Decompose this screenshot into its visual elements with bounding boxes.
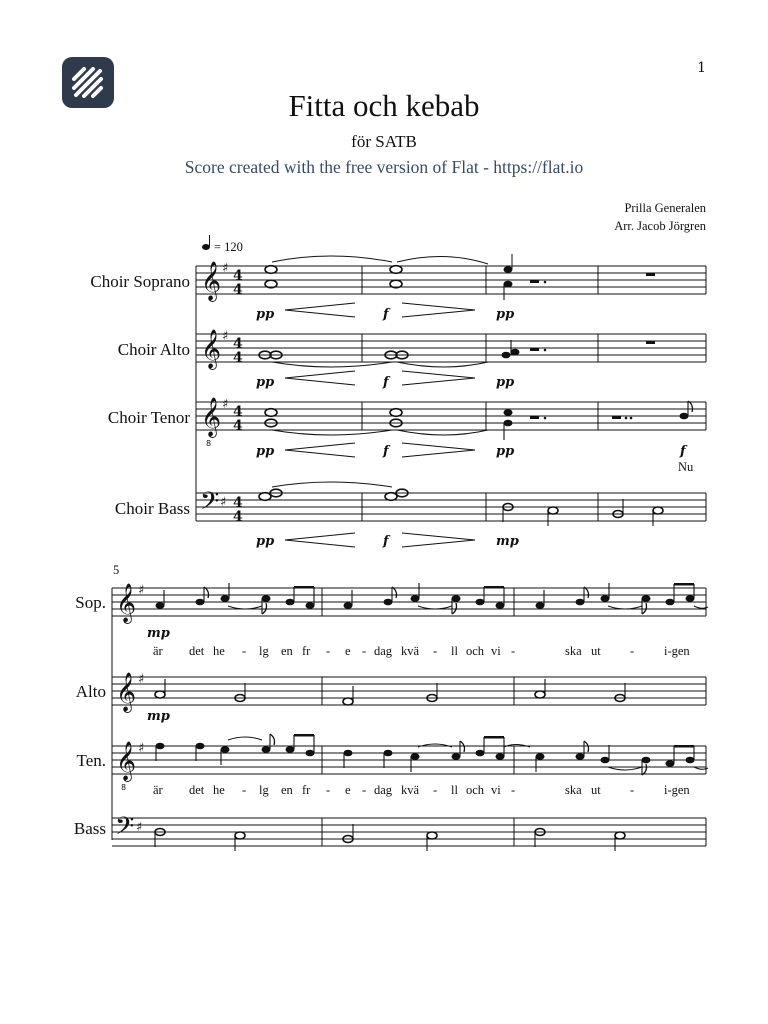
part-name-tenor-short: Ten.: [76, 751, 106, 770]
svg-text:4: 4: [233, 282, 243, 298]
svg-text:4: 4: [233, 418, 243, 434]
time-signatures-system-1: [233, 268, 243, 525]
dynamic-marking: f: [383, 375, 389, 390]
lyric-syllable: -: [630, 644, 635, 658]
dynamic-marking: pp: [496, 375, 515, 390]
svg-text:♯: ♯: [222, 261, 229, 276]
lyric-syllable: är: [153, 783, 163, 797]
lyric-syllable: ll: [451, 644, 458, 658]
svg-text:4: 4: [233, 268, 243, 284]
svg-text:8: 8: [206, 439, 212, 448]
lyric-syllable: he: [213, 644, 225, 658]
lyric-syllable: -: [242, 644, 247, 658]
svg-text:♯: ♯: [138, 741, 145, 756]
treble-clef-icon: 𝄞: [201, 261, 222, 301]
alto-notes-1: [259, 340, 655, 367]
svg-text:4: 4: [233, 509, 243, 525]
treble-clef-icon: 𝄞: [116, 672, 137, 712]
lyric-syllable: fr: [302, 644, 311, 658]
svg-text:♯: ♯: [136, 820, 143, 835]
lyrics-tenor: [153, 783, 690, 797]
clefs-system-2: [115, 583, 136, 847]
lyric-syllable: -: [362, 783, 367, 797]
treble-clef-icon: 𝄞: [116, 583, 137, 623]
lyric-syllable: -: [326, 644, 331, 658]
svg-text:♯: ♯: [138, 583, 145, 598]
svg-text:4: 4: [233, 404, 243, 420]
staff-bass-1: [196, 493, 706, 521]
lyric-syllable: he: [213, 783, 225, 797]
lyric-syllable: -: [433, 644, 438, 658]
svg-text:8: 8: [121, 783, 127, 792]
lyric-syllable: kvä: [401, 644, 420, 658]
tempo-mark: [202, 235, 243, 254]
svg-text:4: 4: [233, 495, 243, 511]
lyric-syllable: ska: [565, 644, 582, 658]
lyric-syllable: i-gen: [664, 783, 690, 797]
composer: Prilla Generalen: [624, 201, 706, 215]
lyric-syllable: vi: [491, 644, 501, 658]
bass-clef-icon: 𝄢: [200, 487, 220, 522]
lyric-syllable: -: [242, 783, 247, 797]
barlines-system-2: [322, 588, 706, 846]
dynamic-marking: mp: [496, 534, 519, 549]
lyric-syllable: i-gen: [664, 644, 690, 658]
tempo-text: = 120: [214, 240, 243, 254]
svg-text:♯: ♯: [222, 397, 229, 412]
dynamic-marking: pp: [256, 307, 275, 322]
measure-number: 5: [113, 563, 120, 577]
svg-text:♯: ♯: [222, 329, 229, 344]
lyric-syllable: lg: [259, 644, 269, 658]
dynamic-marking: pp: [496, 307, 515, 322]
svg-text:4: 4: [233, 350, 243, 366]
part-name-bass-short: Bass: [73, 819, 106, 838]
part-name-tenor: Choir Tenor: [107, 408, 190, 427]
lyric-syllable: det: [189, 644, 205, 658]
part-name-bass: Choir Bass: [114, 499, 190, 518]
treble-clef-8vb-icon: 𝄞: [201, 397, 222, 437]
key-signatures-system-2: [136, 583, 144, 835]
bass-notes-1: [259, 482, 663, 526]
page-number: 1: [697, 60, 706, 76]
lyric-syllable: ska: [565, 783, 582, 797]
lyric-syllable: lg: [259, 783, 269, 797]
lyric-syllable: en: [281, 644, 293, 658]
lyric-syllable: Nu: [678, 460, 694, 474]
dynamic-marking: f: [680, 444, 686, 459]
lyric-syllable: ut: [591, 783, 601, 797]
score-title: Fitta och kebab: [288, 88, 480, 123]
part-name-alto: Choir Alto: [117, 340, 190, 359]
dynamic-marking: pp: [496, 444, 515, 459]
flat-credit-link[interactable]: Score created with the free version of Flat - https://flat.io: [184, 157, 584, 177]
part-name-soprano-short: Sop.: [75, 593, 106, 612]
lyric-syllable: -: [630, 783, 635, 797]
hairpins-system-1: [285, 303, 475, 547]
lyric-syllable: e: [345, 644, 351, 658]
lyric-syllable: och: [466, 783, 485, 797]
bass-clef-icon: 𝄢: [115, 812, 135, 847]
svg-text:♯: ♯: [220, 495, 227, 510]
score-subtitle: för SATB: [351, 132, 417, 151]
treble-clef-8vb-icon: 𝄞: [116, 741, 137, 781]
lyric-syllable: -: [326, 783, 331, 797]
dynamic-marking: mp: [147, 709, 170, 724]
lyric-syllable: dag: [374, 783, 393, 797]
key-signatures-system-1: [220, 261, 228, 510]
lyric-syllable: fr: [302, 783, 311, 797]
clefs-system-1: [200, 261, 221, 522]
bass-notes-2: [155, 824, 625, 851]
lyric-syllable: ll: [451, 783, 458, 797]
lyric-syllable: e: [345, 783, 351, 797]
dynamic-marking: pp: [256, 444, 275, 459]
dynamic-marking: f: [383, 534, 389, 549]
lyric-syllable: det: [189, 783, 205, 797]
tenor-notes-1: [265, 401, 693, 440]
lyric-syllable: -: [511, 783, 516, 797]
arranger: Arr. Jacob Jörgren: [614, 219, 706, 233]
lyric-syllable: och: [466, 644, 485, 658]
dynamic-marking: f: [383, 307, 389, 322]
lyric-syllable: -: [511, 644, 516, 658]
lyric-syllable: -: [362, 644, 367, 658]
lyric-syllable: -: [433, 783, 438, 797]
lyric-syllable: kvä: [401, 783, 420, 797]
treble-clef-icon: 𝄞: [201, 329, 222, 369]
part-name-alto-short: Alto: [75, 682, 106, 701]
tenor-notes-2: [156, 734, 709, 775]
lyric-syllable: vi: [491, 783, 501, 797]
dynamic-marking: mp: [147, 626, 170, 641]
lyric-syllable: dag: [374, 644, 393, 658]
dynamic-marking: pp: [256, 375, 275, 390]
dynamic-marking: f: [383, 444, 389, 459]
svg-text:♯: ♯: [138, 672, 145, 687]
lyric-syllable: en: [281, 783, 293, 797]
alto-notes-2: [155, 679, 625, 705]
soprano-notes-1: [265, 254, 655, 300]
lyric-syllable: är: [153, 644, 163, 658]
dynamic-marking: pp: [256, 534, 275, 549]
svg-text:4: 4: [233, 336, 243, 352]
part-name-soprano: Choir Soprano: [90, 272, 190, 291]
lyric-syllable: ut: [591, 644, 601, 658]
lyrics-soprano: [153, 644, 690, 658]
